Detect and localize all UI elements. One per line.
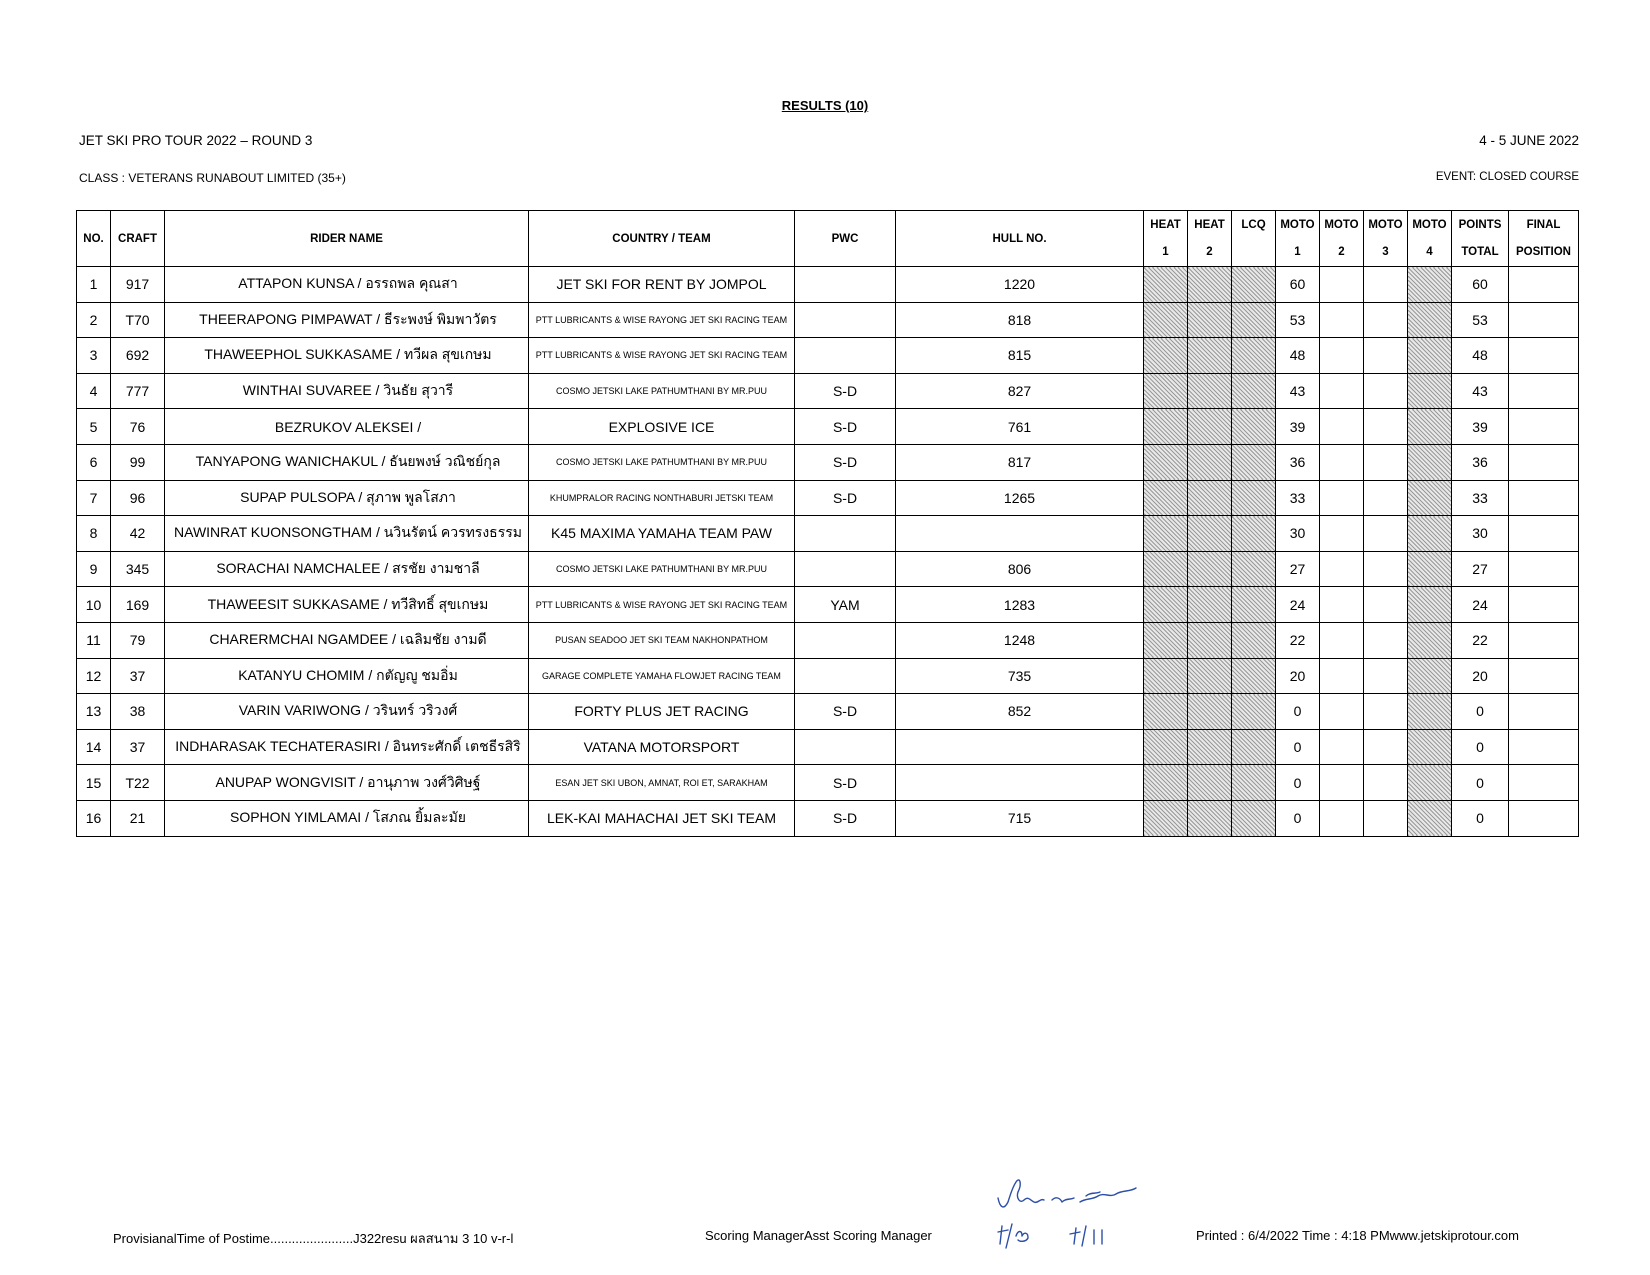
cell-heat1 — [1144, 800, 1188, 836]
table-row — [77, 694, 1579, 730]
cell-no: 1 — [77, 267, 111, 303]
cell-moto2 — [1320, 729, 1364, 765]
cell-hull — [896, 765, 1144, 801]
cell-rider: BEZRUKOV ALEKSEI / — [165, 409, 529, 445]
cell-final-position — [1509, 267, 1579, 303]
cell-team: FORTY PLUS JET RACING — [529, 694, 795, 730]
cell-moto4 — [1408, 409, 1452, 445]
cell-heat1 — [1144, 480, 1188, 516]
cell-craft: 99 — [111, 444, 165, 480]
cell-heat2 — [1188, 338, 1232, 374]
table-row — [77, 658, 1579, 694]
col-lcq: LCQ — [1232, 211, 1276, 239]
cell-no: 2 — [77, 302, 111, 338]
results-table — [76, 210, 1579, 837]
cell-moto4 — [1408, 622, 1452, 658]
cell-craft: T22 — [111, 765, 165, 801]
event-date: 4 - 5 JUNE 2022 — [1479, 133, 1579, 148]
cell-moto2 — [1320, 444, 1364, 480]
cell-team: COSMO JETSKI LAKE PATHUMTHANI BY MR.PUU — [529, 444, 795, 480]
event-type: EVENT: CLOSED COURSE — [1435, 171, 1579, 183]
col-moto3-num: 3 — [1364, 239, 1408, 267]
col-heat1: HEAT — [1144, 211, 1188, 239]
cell-moto4 — [1408, 302, 1452, 338]
cell-final-position — [1509, 373, 1579, 409]
cell-moto1: 39 — [1276, 409, 1320, 445]
cell-final-position — [1509, 622, 1579, 658]
cell-no: 5 — [77, 409, 111, 445]
cell-pwc — [795, 551, 896, 587]
cell-heat2 — [1188, 516, 1232, 552]
cell-heat1 — [1144, 765, 1188, 801]
cell-pwc: S-D — [795, 480, 896, 516]
cell-team: PTT LUBRICANTS & WISE RAYONG JET SKI RACING TEAM — [529, 587, 795, 623]
cell-final-position — [1509, 694, 1579, 730]
cell-lcq — [1232, 267, 1276, 303]
footer-scoring-managers: Scoring ManagerAsst Scoring Manager — [705, 1228, 932, 1243]
cell-lcq — [1232, 729, 1276, 765]
cell-moto4 — [1408, 729, 1452, 765]
cell-craft: 917 — [111, 267, 165, 303]
cell-heat2 — [1188, 444, 1232, 480]
cell-hull: 1283 — [896, 587, 1144, 623]
cell-team: GARAGE COMPLETE YAMAHA FLOWJET RACING TEAM — [529, 658, 795, 694]
cell-team: LEK-KAI MAHACHAI JET SKI TEAM — [529, 800, 795, 836]
table-row — [77, 622, 1579, 658]
col-moto4-num: 4 — [1408, 239, 1452, 267]
cell-heat2 — [1188, 551, 1232, 587]
cell-heat1 — [1144, 694, 1188, 730]
cell-moto2 — [1320, 373, 1364, 409]
cell-hull: 735 — [896, 658, 1144, 694]
cell-moto3 — [1364, 622, 1408, 658]
cell-craft: 21 — [111, 800, 165, 836]
cell-hull: 1248 — [896, 622, 1144, 658]
cell-rider: NAWINRAT KUONSONGTHAM / นวินรัตน์ ควรทรงธรรม — [165, 516, 529, 552]
table-row — [77, 765, 1579, 801]
cell-heat2 — [1188, 622, 1232, 658]
cell-points-total: 60 — [1452, 267, 1509, 303]
cell-final-position — [1509, 409, 1579, 445]
cell-no: 15 — [77, 765, 111, 801]
cell-heat2 — [1188, 694, 1232, 730]
cell-no: 8 — [77, 516, 111, 552]
cell-craft: T70 — [111, 302, 165, 338]
cell-moto1: 27 — [1276, 551, 1320, 587]
cell-pwc — [795, 729, 896, 765]
cell-rider: KATANYU CHOMIM / กตัญญู ชมอิ่ม — [165, 658, 529, 694]
cell-no: 14 — [77, 729, 111, 765]
cell-craft: 345 — [111, 551, 165, 587]
cell-points-total: 43 — [1452, 373, 1509, 409]
cell-lcq — [1232, 658, 1276, 694]
cell-rider: THAWEESIT SUKKASAME / ทวีสิทธิ์ สุขเกษม — [165, 587, 529, 623]
cell-lcq — [1232, 622, 1276, 658]
cell-pwc: S-D — [795, 409, 896, 445]
table-row — [77, 729, 1579, 765]
cell-craft: 37 — [111, 729, 165, 765]
cell-rider: INDHARASAK TECHATERASIRI / อินทระศักดิ์ เตชธีรสิริ — [165, 729, 529, 765]
cell-rider: ANUPAP WONGVISIT / อานุภาพ วงศ์วิศิษฐ์ — [165, 765, 529, 801]
cell-rider: ATTAPON KUNSA / อรรถพล คุณสา — [165, 267, 529, 303]
col-craft: CRAFT — [111, 211, 165, 267]
cell-craft: 38 — [111, 694, 165, 730]
table-row — [77, 800, 1579, 836]
cell-heat2 — [1188, 658, 1232, 694]
cell-moto2 — [1320, 516, 1364, 552]
cell-craft: 96 — [111, 480, 165, 516]
cell-moto3 — [1364, 338, 1408, 374]
cell-points-total: 33 — [1452, 480, 1509, 516]
cell-heat1 — [1144, 302, 1188, 338]
cell-heat2 — [1188, 373, 1232, 409]
cell-heat1 — [1144, 409, 1188, 445]
cell-no: 10 — [77, 587, 111, 623]
cell-points-total: 24 — [1452, 587, 1509, 623]
cell-moto1: 36 — [1276, 444, 1320, 480]
cell-moto1: 33 — [1276, 480, 1320, 516]
col-moto4: MOTO — [1408, 211, 1452, 239]
cell-moto3 — [1364, 800, 1408, 836]
cell-no: 4 — [77, 373, 111, 409]
cell-moto2 — [1320, 800, 1364, 836]
cell-no: 12 — [77, 658, 111, 694]
cell-pwc — [795, 267, 896, 303]
cell-lcq — [1232, 373, 1276, 409]
header-row-top — [77, 211, 1579, 239]
footer-printed: Printed : 6/4/2022 Time : 4:18 PMwww.jetskiprotour.com — [1196, 1228, 1519, 1243]
cell-moto3 — [1364, 267, 1408, 303]
cell-moto4 — [1408, 658, 1452, 694]
table-row — [77, 516, 1579, 552]
cell-lcq — [1232, 302, 1276, 338]
cell-no: 9 — [77, 551, 111, 587]
cell-hull: 1265 — [896, 480, 1144, 516]
cell-moto2 — [1320, 658, 1364, 694]
col-moto2: MOTO — [1320, 211, 1364, 239]
cell-team: K45 MAXIMA YAMAHA TEAM PAW — [529, 516, 795, 552]
cell-moto3 — [1364, 729, 1408, 765]
cell-heat1 — [1144, 444, 1188, 480]
cell-moto3 — [1364, 587, 1408, 623]
cell-rider: SORACHAI NAMCHALEE / สรชัย งามชาลี — [165, 551, 529, 587]
cell-team: KHUMPRALOR RACING NONTHABURI JETSKI TEAM — [529, 480, 795, 516]
event-name: JET SKI PRO TOUR 2022 – ROUND 3 — [79, 133, 313, 148]
cell-pwc — [795, 302, 896, 338]
cell-rider: CHARERMCHAI NGAMDEE / เฉลิมชัย งามดี — [165, 622, 529, 658]
cell-team: JET SKI FOR RENT BY JOMPOL — [529, 267, 795, 303]
cell-heat2 — [1188, 480, 1232, 516]
cell-no: 16 — [77, 800, 111, 836]
cell-moto1: 53 — [1276, 302, 1320, 338]
table-row — [77, 587, 1579, 623]
cell-craft: 37 — [111, 658, 165, 694]
cell-no: 3 — [77, 338, 111, 374]
cell-lcq — [1232, 551, 1276, 587]
footer-provisional: ProvisianalTime of Postime.......................J322resu ผลสนาม 3 10 v-r-l — [113, 1231, 514, 1246]
cell-team: PTT LUBRICANTS & WISE RAYONG JET SKI RACING TEAM — [529, 338, 795, 374]
cell-no: 7 — [77, 480, 111, 516]
cell-points-total: 22 — [1452, 622, 1509, 658]
cell-moto1: 20 — [1276, 658, 1320, 694]
cell-moto4 — [1408, 338, 1452, 374]
cell-final-position — [1509, 444, 1579, 480]
cell-lcq — [1232, 409, 1276, 445]
cell-rider: THEERAPONG PIMPAWAT / ธีระพงษ์ พิมพาวัตร — [165, 302, 529, 338]
table-row — [77, 444, 1579, 480]
table-row — [77, 551, 1579, 587]
cell-team: PUSAN SEADOO JET SKI TEAM NAKHONPATHOM — [529, 622, 795, 658]
cell-moto1: 0 — [1276, 800, 1320, 836]
cell-moto1: 60 — [1276, 267, 1320, 303]
cell-lcq — [1232, 800, 1276, 836]
col-heat1-num: 1 — [1144, 239, 1188, 267]
cell-moto3 — [1364, 373, 1408, 409]
cell-heat2 — [1188, 267, 1232, 303]
cell-moto3 — [1364, 302, 1408, 338]
cell-team: COSMO JETSKI LAKE PATHUMTHANI BY MR.PUU — [529, 373, 795, 409]
cell-heat1 — [1144, 551, 1188, 587]
cell-team: COSMO JETSKI LAKE PATHUMTHANI BY MR.PUU — [529, 551, 795, 587]
col-heat2: HEAT — [1188, 211, 1232, 239]
cell-points-total: 0 — [1452, 694, 1509, 730]
cell-moto4 — [1408, 480, 1452, 516]
cell-heat1 — [1144, 338, 1188, 374]
col-pwc: PWC — [795, 211, 896, 267]
cell-pwc — [795, 338, 896, 374]
cell-final-position — [1509, 516, 1579, 552]
cell-moto1: 43 — [1276, 373, 1320, 409]
cell-heat2 — [1188, 729, 1232, 765]
cell-moto1: 30 — [1276, 516, 1320, 552]
cell-moto2 — [1320, 480, 1364, 516]
cell-lcq — [1232, 587, 1276, 623]
col-moto3: MOTO — [1364, 211, 1408, 239]
cell-rider: VARIN VARIWONG / วรินทร์ วริวงศ์ — [165, 694, 529, 730]
cell-heat1 — [1144, 658, 1188, 694]
cell-lcq — [1232, 444, 1276, 480]
cell-final-position — [1509, 551, 1579, 587]
cell-craft: 79 — [111, 622, 165, 658]
cell-no: 6 — [77, 444, 111, 480]
cell-moto1: 0 — [1276, 729, 1320, 765]
cell-moto1: 0 — [1276, 694, 1320, 730]
cell-lcq — [1232, 694, 1276, 730]
col-final: FINAL — [1509, 211, 1579, 239]
cell-pwc — [795, 516, 896, 552]
cell-moto4 — [1408, 516, 1452, 552]
col-moto1: MOTO — [1276, 211, 1320, 239]
cell-final-position — [1509, 765, 1579, 801]
table-row — [77, 302, 1579, 338]
cell-hull — [896, 516, 1144, 552]
cell-heat1 — [1144, 622, 1188, 658]
cell-moto4 — [1408, 800, 1452, 836]
cell-lcq — [1232, 516, 1276, 552]
cell-moto2 — [1320, 551, 1364, 587]
cell-hull: 806 — [896, 551, 1144, 587]
cell-moto2 — [1320, 765, 1364, 801]
col-team: COUNTRY / TEAM — [529, 211, 795, 267]
cell-team: VATANA MOTORSPORT — [529, 729, 795, 765]
cell-points-total: 20 — [1452, 658, 1509, 694]
col-rider: RIDER NAME — [165, 211, 529, 267]
cell-moto3 — [1364, 551, 1408, 587]
col-moto2-num: 2 — [1320, 239, 1364, 267]
cell-heat2 — [1188, 587, 1232, 623]
cell-points-total: 0 — [1452, 800, 1509, 836]
cell-moto2 — [1320, 267, 1364, 303]
col-no: NO. — [77, 211, 111, 267]
cell-moto4 — [1408, 444, 1452, 480]
cell-hull: 815 — [896, 338, 1144, 374]
cell-hull: 852 — [896, 694, 1144, 730]
table-row — [77, 267, 1579, 303]
cell-points-total: 36 — [1452, 444, 1509, 480]
cell-hull — [896, 729, 1144, 765]
handwritten-signature — [990, 1170, 1150, 1260]
cell-points-total: 30 — [1452, 516, 1509, 552]
cell-pwc — [795, 658, 896, 694]
cell-final-position — [1509, 338, 1579, 374]
cell-hull: 818 — [896, 302, 1144, 338]
cell-heat2 — [1188, 302, 1232, 338]
cell-lcq — [1232, 765, 1276, 801]
cell-heat2 — [1188, 765, 1232, 801]
cell-craft: 692 — [111, 338, 165, 374]
cell-craft: 76 — [111, 409, 165, 445]
col-final-position: POSITION — [1509, 239, 1579, 267]
cell-moto3 — [1364, 409, 1408, 445]
cell-final-position — [1509, 302, 1579, 338]
cell-lcq — [1232, 480, 1276, 516]
col-lcq-blank — [1232, 239, 1276, 267]
cell-points-total: 53 — [1452, 302, 1509, 338]
cell-final-position — [1509, 658, 1579, 694]
cell-moto2 — [1320, 302, 1364, 338]
cell-moto1: 24 — [1276, 587, 1320, 623]
cell-heat1 — [1144, 516, 1188, 552]
cell-moto3 — [1364, 694, 1408, 730]
cell-moto3 — [1364, 765, 1408, 801]
cell-heat2 — [1188, 800, 1232, 836]
cell-hull: 817 — [896, 444, 1144, 480]
cell-craft: 169 — [111, 587, 165, 623]
cell-moto2 — [1320, 694, 1364, 730]
col-moto1-num: 1 — [1276, 239, 1320, 267]
cell-craft: 777 — [111, 373, 165, 409]
cell-moto4 — [1408, 373, 1452, 409]
cell-team: PTT LUBRICANTS & WISE RAYONG JET SKI RACING TEAM — [529, 302, 795, 338]
cell-points-total: 0 — [1452, 729, 1509, 765]
cell-team: EXPLOSIVE ICE — [529, 409, 795, 445]
table-row — [77, 480, 1579, 516]
cell-pwc: S-D — [795, 373, 896, 409]
col-hull: HULL NO. — [896, 211, 1144, 267]
cell-pwc: S-D — [795, 694, 896, 730]
cell-points-total: 0 — [1452, 765, 1509, 801]
table-row — [77, 338, 1579, 374]
cell-heat1 — [1144, 267, 1188, 303]
cell-moto3 — [1364, 658, 1408, 694]
cell-points-total: 39 — [1452, 409, 1509, 445]
cell-rider: SOPHON YIMLAMAI / โสภณ ยิ้มละมัย — [165, 800, 529, 836]
table-row — [77, 373, 1579, 409]
cell-moto2 — [1320, 587, 1364, 623]
cell-rider: SUPAP PULSOPA / สุภาพ พูลโสภา — [165, 480, 529, 516]
col-heat2-num: 2 — [1188, 239, 1232, 267]
cell-final-position — [1509, 800, 1579, 836]
cell-final-position — [1509, 480, 1579, 516]
cell-final-position — [1509, 587, 1579, 623]
cell-no: 13 — [77, 694, 111, 730]
cell-hull: 715 — [896, 800, 1144, 836]
class-label: CLASS : VETERANS RUNABOUT LIMITED (35+) — [79, 171, 346, 185]
cell-hull: 1220 — [896, 267, 1144, 303]
cell-pwc: S-D — [795, 800, 896, 836]
cell-pwc: YAM — [795, 587, 896, 623]
cell-rider: THAWEEPHOL SUKKASAME / ทวีผล สุขเกษม — [165, 338, 529, 374]
cell-moto2 — [1320, 409, 1364, 445]
col-points: POINTS — [1452, 211, 1509, 239]
cell-points-total: 27 — [1452, 551, 1509, 587]
cell-heat2 — [1188, 409, 1232, 445]
cell-no: 11 — [77, 622, 111, 658]
cell-moto2 — [1320, 622, 1364, 658]
cell-moto3 — [1364, 516, 1408, 552]
cell-hull: 761 — [896, 409, 1144, 445]
cell-moto2 — [1320, 338, 1364, 374]
cell-moto4 — [1408, 551, 1452, 587]
col-points-total: TOTAL — [1452, 239, 1509, 267]
cell-moto4 — [1408, 587, 1452, 623]
cell-pwc: S-D — [795, 444, 896, 480]
cell-rider: WINTHAI SUVAREE / วินธัย สุวารี — [165, 373, 529, 409]
cell-hull: 827 — [896, 373, 1144, 409]
cell-moto4 — [1408, 694, 1452, 730]
cell-team: ESAN JET SKI UBON, AMNAT, ROI ET, SARAKHAM — [529, 765, 795, 801]
table-row — [77, 409, 1579, 445]
cell-heat1 — [1144, 729, 1188, 765]
results-body — [77, 267, 1579, 837]
cell-moto4 — [1408, 267, 1452, 303]
cell-moto3 — [1364, 444, 1408, 480]
cell-moto3 — [1364, 480, 1408, 516]
results-title: RESULTS (10) — [781, 98, 869, 113]
cell-rider: TANYAPONG WANICHAKUL / ธันยพงษ์ วณิชย์กุล — [165, 444, 529, 480]
cell-moto1: 22 — [1276, 622, 1320, 658]
cell-moto1: 48 — [1276, 338, 1320, 374]
cell-craft: 42 — [111, 516, 165, 552]
cell-moto1: 0 — [1276, 765, 1320, 801]
cell-pwc: S-D — [795, 765, 896, 801]
cell-points-total: 48 — [1452, 338, 1509, 374]
cell-moto4 — [1408, 765, 1452, 801]
cell-heat1 — [1144, 587, 1188, 623]
cell-final-position — [1509, 729, 1579, 765]
cell-lcq — [1232, 338, 1276, 374]
cell-pwc — [795, 622, 896, 658]
cell-heat1 — [1144, 373, 1188, 409]
